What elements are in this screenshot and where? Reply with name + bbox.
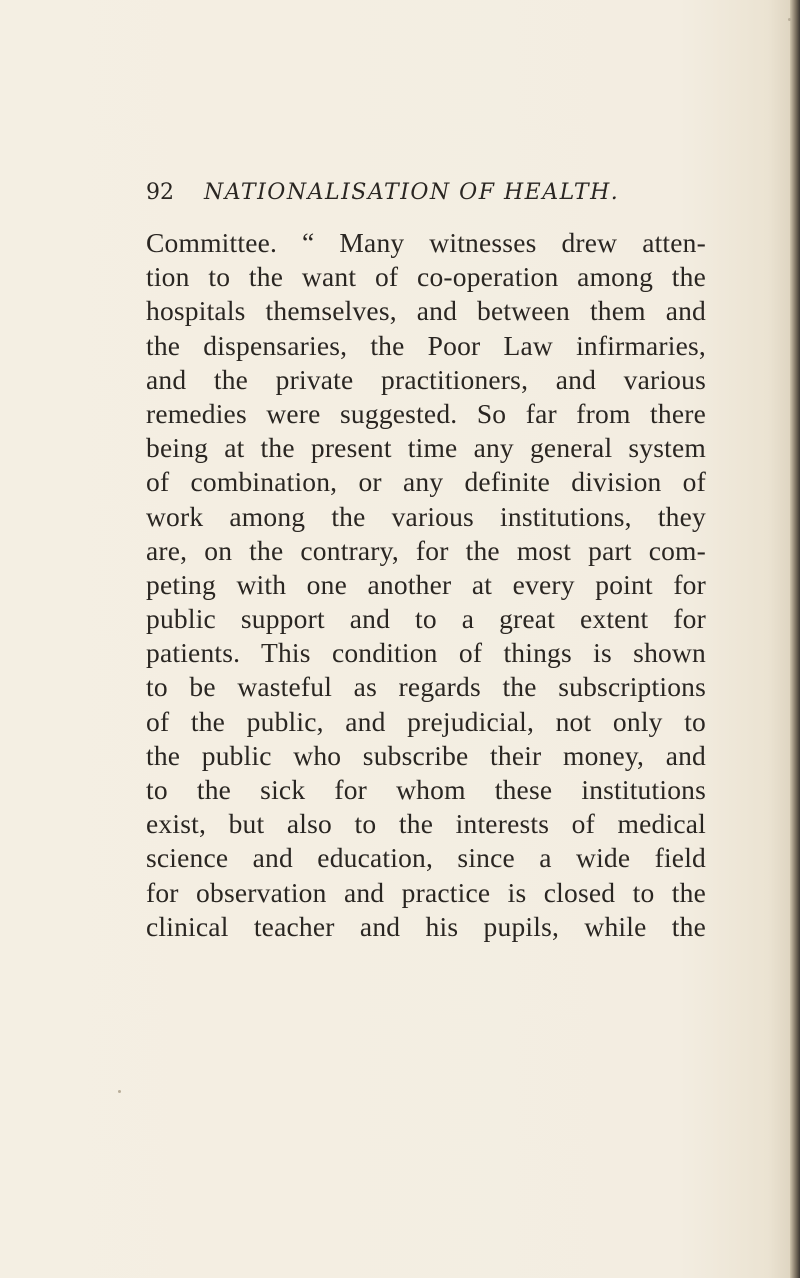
text-line: to be wasteful as regards the subscriptions <box>146 671 706 703</box>
text-line: clinical teacher and his pupils, while the <box>146 910 706 942</box>
text-line: patients. This condition of things is shown <box>146 637 706 669</box>
text-line: the dispensaries, the Poor Law infirmaries, <box>146 329 706 361</box>
running-title: NATIONALISATION OF HEALTH. <box>204 180 620 205</box>
text-line: to the sick for whom these institutions <box>146 774 706 805</box>
text-line: the public who subscribe their money, and <box>146 739 706 771</box>
text-line: remedies were suggested. So far from there <box>146 397 706 429</box>
page-gutter-edge <box>790 0 800 1278</box>
page-number: 92 <box>146 180 174 205</box>
running-head <box>146 178 706 208</box>
text-line: and the private practitioners, and various <box>146 363 706 395</box>
text-line: being at the present time any general system <box>146 432 706 464</box>
text-line: science and education, since a wide field <box>146 842 706 874</box>
text-line: exist, but also to the interests of medical <box>146 808 706 840</box>
body-paragraph <box>146 226 716 944</box>
text-line: for observation and practice is closed to the <box>146 876 706 908</box>
text-line: work among the various institutions, they <box>146 500 706 532</box>
text-line: Committee. “ Many witnesses drew atten- <box>146 227 706 258</box>
text-line: peting with one another at every point for <box>146 568 706 600</box>
text-line: are, on the contrary, for the most part com- <box>146 534 706 566</box>
text-line: public support and to a great extent for <box>146 603 706 635</box>
text-line: of combination, or any definite division of <box>146 466 706 498</box>
text-line: tion to the want of co-operation among the <box>146 261 706 293</box>
paper-speck <box>788 18 791 21</box>
text-line: of the public, and prejudicial, not only to <box>146 705 706 737</box>
paper-speck <box>118 1090 121 1093</box>
text-line: hospitals themselves, and between them and <box>146 295 706 327</box>
